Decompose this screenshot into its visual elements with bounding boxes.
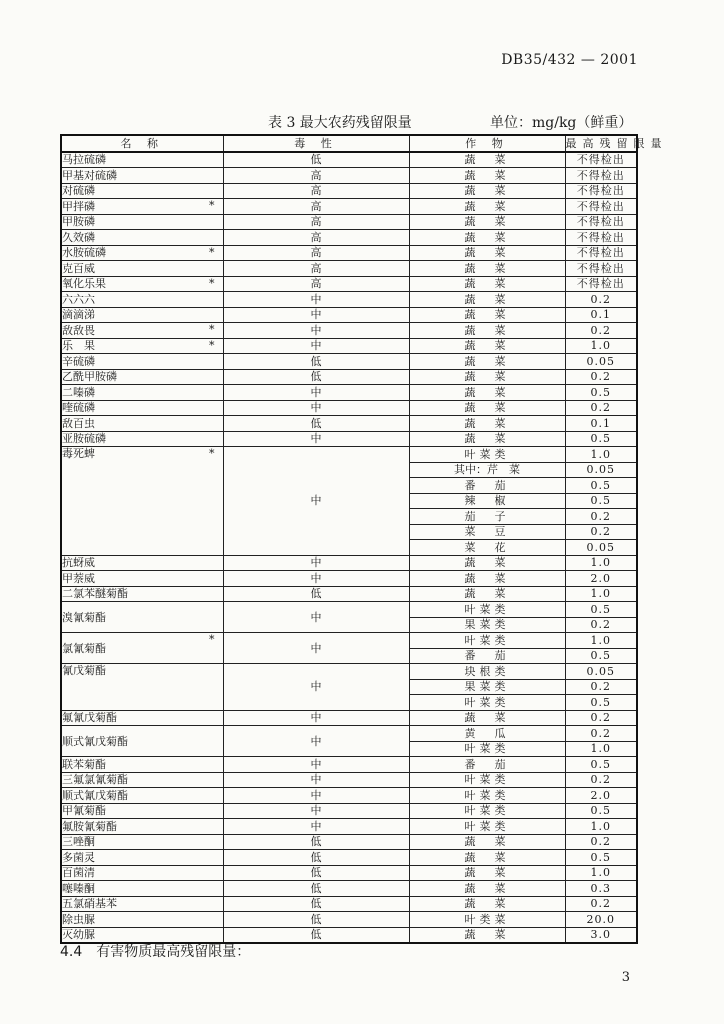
table-row <box>61 152 637 168</box>
limit-cell: 0.5 <box>565 757 637 773</box>
pesticide-name: 乐 果 <box>62 339 95 353</box>
table-row <box>61 338 637 354</box>
crop-cell: 叶菜类 <box>409 772 565 788</box>
pesticide-name-cell <box>61 896 223 912</box>
crop-cell: 蔬 菜 <box>409 214 565 230</box>
pesticide-name-cell <box>61 819 223 835</box>
pesticide-name: 三氟氯氰菊酯 <box>62 773 128 787</box>
table-unit: 单位：mg/kg（鲜重） <box>490 115 633 131</box>
limit-cell: 0.5 <box>565 695 637 711</box>
toxicity-cell: 高 <box>223 183 409 199</box>
limit-cell: 1.0 <box>565 865 637 881</box>
pesticide-name-cell <box>61 323 223 339</box>
pesticide-name-cell <box>61 664 223 711</box>
pesticide-name: 马拉硫磷 <box>62 153 106 167</box>
pesticide-name: 五氯硝基苯 <box>62 897 117 911</box>
limit-cell: 0.2 <box>565 679 637 695</box>
pesticide-name-cell <box>61 865 223 881</box>
pesticide-name-cell <box>61 369 223 385</box>
pesticide-name: 百菌清 <box>62 866 95 880</box>
table-row <box>61 168 637 184</box>
limit-cell: 0.5 <box>565 648 637 664</box>
limit-cell: 0.5 <box>565 602 637 618</box>
pesticide-name: 溴氰菊酯 <box>62 610 106 624</box>
table-row <box>61 245 637 261</box>
limit-cell: 0.05 <box>565 540 637 556</box>
toxicity-cell: 中 <box>223 571 409 587</box>
crop-cell: 叶菜类 <box>409 788 565 804</box>
crop-cell: 果菜类 <box>409 679 565 695</box>
toxicity-cell: 高 <box>223 214 409 230</box>
pesticide-name-cell <box>61 803 223 819</box>
crop-cell: 蔬 菜 <box>409 416 565 432</box>
table-row <box>61 292 637 308</box>
table-row <box>61 276 637 292</box>
toxicity-cell: 中 <box>223 292 409 308</box>
toxicity-cell: 低 <box>223 354 409 370</box>
crop-cell: 叶类菜 <box>409 912 565 928</box>
pesticide-name: 敌百虫 <box>62 416 95 430</box>
crop-cell: 蔬 菜 <box>409 710 565 726</box>
pesticide-name-cell <box>61 385 223 401</box>
pesticide-name: 甲萘威 <box>62 571 95 585</box>
crop-cell: 蔬 菜 <box>409 571 565 587</box>
crop-cell: 其中：芹 菜 <box>409 462 565 478</box>
toxicity-cell: 低 <box>223 586 409 602</box>
toxicity-cell: 高 <box>223 276 409 292</box>
limit-cell: 1.0 <box>565 555 637 571</box>
limit-cell: 0.2 <box>565 524 637 540</box>
toxicity-cell: 低 <box>223 881 409 897</box>
crop-cell: 蔬 菜 <box>409 152 565 168</box>
pesticide-name: 除虫脲 <box>62 912 95 926</box>
table-row <box>61 555 637 571</box>
toxicity-cell: 高 <box>223 168 409 184</box>
asterisk-mark: * <box>209 323 215 336</box>
toxicity-cell: 中 <box>223 757 409 773</box>
pesticide-name-cell <box>61 400 223 416</box>
crop-cell: 蔬 菜 <box>409 323 565 339</box>
crop-cell: 蔬 菜 <box>409 881 565 897</box>
crop-cell: 蔬 菜 <box>409 230 565 246</box>
toxicity-cell: 中 <box>223 710 409 726</box>
limit-cell: 0.2 <box>565 896 637 912</box>
limit-cell: 0.2 <box>565 509 637 525</box>
pesticide-name-cell <box>61 726 223 757</box>
crop-cell: 块根类 <box>409 664 565 680</box>
pesticide-name-cell <box>61 788 223 804</box>
crop-cell: 蔬 菜 <box>409 307 565 323</box>
limit-cell: 不得检出 <box>565 152 637 168</box>
table-row <box>61 819 637 835</box>
pesticide-name-cell <box>61 772 223 788</box>
table-row <box>61 323 637 339</box>
pesticide-name-cell <box>61 276 223 292</box>
pesticide-name-cell <box>61 199 223 215</box>
pesticide-name-cell <box>61 710 223 726</box>
pesticide-name: 顺式氰戊菊酯 <box>62 734 128 748</box>
pesticide-name: 毒死蜱 <box>62 447 95 460</box>
pesticide-name-cell <box>61 354 223 370</box>
asterisk-mark: * <box>209 245 215 259</box>
limit-cell: 1.0 <box>565 633 637 649</box>
toxicity-cell: 高 <box>223 261 409 277</box>
pesticide-name: 二嗪磷 <box>62 385 95 399</box>
pesticide-name-cell <box>61 416 223 432</box>
toxicity-cell: 中 <box>223 602 409 633</box>
crop-cell: 蔬 菜 <box>409 292 565 308</box>
toxicity-cell: 高 <box>223 199 409 215</box>
pesticide-name: 甲拌磷 <box>62 199 95 213</box>
pesticide-name-cell <box>61 602 223 633</box>
crop-cell: 蔬 菜 <box>409 338 565 354</box>
table-row <box>61 850 637 866</box>
table-row <box>61 586 637 602</box>
pesticide-name: 噻嗪酮 <box>62 881 95 895</box>
table-header-row <box>61 135 637 152</box>
toxicity-cell: 中 <box>223 819 409 835</box>
pesticide-name-cell <box>61 571 223 587</box>
crop-cell: 黄 瓜 <box>409 726 565 742</box>
table-row <box>61 416 637 432</box>
table-row <box>61 726 637 742</box>
header-toxicity: 毒 性 <box>223 135 409 152</box>
limit-cell: 不得检出 <box>565 214 637 230</box>
pesticide-name-cell <box>61 912 223 928</box>
toxicity-cell: 中 <box>223 307 409 323</box>
table-row <box>61 710 637 726</box>
table-row <box>61 385 637 401</box>
pesticide-name: 甲基对硫磷 <box>62 168 117 182</box>
pesticide-name: 氰戊菊酯 <box>62 664 106 677</box>
pesticide-name: 氯氰菊酯 <box>62 641 106 655</box>
crop-cell: 蔬 菜 <box>409 354 565 370</box>
limit-cell: 0.5 <box>565 431 637 447</box>
table-row <box>61 757 637 773</box>
crop-cell: 蔬 菜 <box>409 276 565 292</box>
toxicity-cell: 中 <box>223 431 409 447</box>
pesticide-name: 顺式氰戊菊酯 <box>62 788 128 802</box>
toxicity-cell: 高 <box>223 245 409 261</box>
pesticide-name-cell <box>61 230 223 246</box>
table-row <box>61 447 637 463</box>
crop-cell: 蔬 菜 <box>409 400 565 416</box>
crop-cell: 菜 花 <box>409 540 565 556</box>
asterisk-mark: * <box>209 199 215 212</box>
pesticide-residue-table <box>60 134 668 944</box>
limit-cell: 不得检出 <box>565 261 637 277</box>
table-row <box>61 912 637 928</box>
header-name: 名 称 <box>61 135 223 152</box>
table-row <box>61 865 637 881</box>
table-row <box>61 772 637 788</box>
crop-cell: 蔬 菜 <box>409 168 565 184</box>
limit-cell: 0.2 <box>565 772 637 788</box>
table-row <box>61 803 637 819</box>
toxicity-cell: 中 <box>223 726 409 757</box>
table-row <box>61 199 637 215</box>
crop-cell: 菜 豆 <box>409 524 565 540</box>
crop-cell: 番 茄 <box>409 757 565 773</box>
pesticide-name: 亚胺硫磷 <box>62 432 106 446</box>
limit-cell: 0.2 <box>565 834 637 850</box>
crop-cell: 蔬 菜 <box>409 183 565 199</box>
pesticide-name-cell <box>61 183 223 199</box>
pesticide-name-cell <box>61 834 223 850</box>
crop-cell: 蔬 菜 <box>409 369 565 385</box>
pesticide-name: 多菌灵 <box>62 850 95 864</box>
table-row <box>61 571 637 587</box>
pesticide-name: 灭幼脲 <box>62 928 95 942</box>
pesticide-name: 氧化乐果 <box>62 277 106 291</box>
header-crop: 作 物 <box>409 135 565 152</box>
limit-cell: 不得检出 <box>565 276 637 292</box>
limit-cell: 0.1 <box>565 416 637 432</box>
limit-cell: 0.5 <box>565 803 637 819</box>
limit-cell: 1.0 <box>565 447 637 463</box>
pesticide-name-cell <box>61 261 223 277</box>
standard-code: DB35/432 — 2001 <box>501 52 638 68</box>
toxicity-cell: 中 <box>223 633 409 664</box>
pesticide-name-cell <box>61 245 223 261</box>
table-row <box>61 834 637 850</box>
toxicity-cell: 中 <box>223 555 409 571</box>
limit-cell: 0.3 <box>565 881 637 897</box>
limit-cell: 20.0 <box>565 912 637 928</box>
limit-cell: 3.0 <box>565 927 637 943</box>
pesticide-name: 久效磷 <box>62 230 95 244</box>
toxicity-cell: 中 <box>223 385 409 401</box>
toxicity-cell: 低 <box>223 834 409 850</box>
toxicity-cell: 中 <box>223 788 409 804</box>
pesticide-name-cell <box>61 168 223 184</box>
pesticide-name: 六六六 <box>62 292 95 306</box>
crop-cell: 叶菜类 <box>409 602 565 618</box>
pesticide-name: 氟胺氰菊酯 <box>62 819 117 833</box>
limit-cell: 0.2 <box>565 710 637 726</box>
pesticide-name-cell <box>61 850 223 866</box>
crop-cell: 辣 椒 <box>409 493 565 509</box>
page-number: 3 <box>621 970 630 985</box>
limit-cell: 0.2 <box>565 323 637 339</box>
crop-cell: 蔬 菜 <box>409 927 565 943</box>
table-row <box>61 602 637 618</box>
crop-cell: 蔬 菜 <box>409 850 565 866</box>
limit-cell: 0.2 <box>565 400 637 416</box>
pesticide-name-cell <box>61 431 223 447</box>
toxicity-cell: 中 <box>223 803 409 819</box>
limit-cell: 0.5 <box>565 478 637 494</box>
pesticide-name-cell <box>61 586 223 602</box>
pesticide-name: 联苯菊酯 <box>62 757 106 771</box>
crop-cell: 蔬 菜 <box>409 245 565 261</box>
crop-cell: 蔬 菜 <box>409 834 565 850</box>
toxicity-cell: 低 <box>223 865 409 881</box>
toxicity-cell: 中 <box>223 772 409 788</box>
limit-cell: 不得检出 <box>565 183 637 199</box>
pesticide-name-cell <box>61 307 223 323</box>
table-row <box>61 261 637 277</box>
crop-cell: 果菜类 <box>409 617 565 633</box>
pesticide-name: 二氯苯醚菊酯 <box>62 587 128 601</box>
table-row <box>61 369 637 385</box>
crop-cell: 叶菜类 <box>409 633 565 649</box>
limit-cell: 不得检出 <box>565 168 637 184</box>
limit-cell: 0.5 <box>565 850 637 866</box>
toxicity-cell: 低 <box>223 369 409 385</box>
limit-cell: 不得检出 <box>565 245 637 261</box>
crop-cell: 蔬 菜 <box>409 199 565 215</box>
limit-cell: 0.2 <box>565 726 637 742</box>
limit-cell: 0.05 <box>565 462 637 478</box>
pesticide-name: 敌敌畏 <box>62 323 95 337</box>
table-row <box>61 664 637 680</box>
limit-cell: 不得检出 <box>565 199 637 215</box>
table-row <box>61 354 637 370</box>
pesticide-name: 喹硫磷 <box>62 401 95 415</box>
pesticide-name-cell <box>61 555 223 571</box>
crop-cell: 蔬 菜 <box>409 896 565 912</box>
asterisk-mark: * <box>209 447 215 460</box>
limit-cell: 0.5 <box>565 385 637 401</box>
pesticide-name: 水胺硫磷 <box>62 246 106 260</box>
table-row <box>61 307 637 323</box>
pesticide-name-cell <box>61 447 223 556</box>
toxicity-cell: 低 <box>223 850 409 866</box>
crop-cell: 叶菜类 <box>409 695 565 711</box>
table-row <box>61 183 637 199</box>
table-row <box>61 400 637 416</box>
pesticide-name: 克百威 <box>62 261 95 275</box>
asterisk-mark: * <box>209 633 215 646</box>
asterisk-mark: * <box>209 338 215 352</box>
limit-cell: 0.2 <box>565 617 637 633</box>
pesticide-name: 辛硫磷 <box>62 354 95 368</box>
crop-cell: 叶菜类 <box>409 741 565 757</box>
toxicity-cell: 中 <box>223 338 409 354</box>
pesticide-name-cell <box>61 757 223 773</box>
table-row <box>61 431 637 447</box>
limit-cell: 0.05 <box>565 664 637 680</box>
crop-cell: 番 茄 <box>409 648 565 664</box>
pesticide-name: 抗蚜威 <box>62 556 95 570</box>
table-row <box>61 230 637 246</box>
pesticide-name-cell <box>61 633 223 664</box>
limit-cell: 0.5 <box>565 493 637 509</box>
pesticide-name: 滴滴涕 <box>62 308 95 322</box>
toxicity-cell: 中 <box>223 664 409 711</box>
crop-cell: 叶菜类 <box>409 819 565 835</box>
table-row <box>61 881 637 897</box>
pesticide-name: 甲氰菊酯 <box>62 804 106 818</box>
header-limit: 最高残留限量 <box>565 136 668 150</box>
toxicity-cell: 低 <box>223 416 409 432</box>
toxicity-cell: 低 <box>223 152 409 168</box>
pesticide-name: 乙酰甲胺磷 <box>62 370 117 384</box>
table-row <box>61 896 637 912</box>
crop-cell: 番 茄 <box>409 478 565 494</box>
limit-cell: 1.0 <box>565 338 637 354</box>
table-row <box>61 633 637 649</box>
toxicity-cell: 中 <box>223 447 409 556</box>
limit-cell: 1.0 <box>565 741 637 757</box>
limit-cell: 2.0 <box>565 788 637 804</box>
crop-cell: 蔬 菜 <box>409 865 565 881</box>
pesticide-name-cell <box>61 292 223 308</box>
limit-cell: 0.2 <box>565 292 637 308</box>
crop-cell: 叶菜类 <box>409 447 565 463</box>
table-row <box>61 214 637 230</box>
toxicity-cell: 低 <box>223 896 409 912</box>
limit-cell: 0.05 <box>565 354 637 370</box>
crop-cell: 叶菜类 <box>409 803 565 819</box>
crop-cell: 茄 子 <box>409 509 565 525</box>
pesticide-name: 对硫磷 <box>62 184 95 198</box>
pesticide-name: 三唑酮 <box>62 835 95 849</box>
limit-cell: 0.1 <box>565 307 637 323</box>
table-body <box>61 152 637 944</box>
crop-cell: 蔬 菜 <box>409 586 565 602</box>
crop-cell: 蔬 菜 <box>409 261 565 277</box>
toxicity-cell: 低 <box>223 912 409 928</box>
crop-cell: 蔬 菜 <box>409 555 565 571</box>
limit-cell: 1.0 <box>565 819 637 835</box>
asterisk-mark: * <box>209 276 215 290</box>
pesticide-name: 甲胺磷 <box>62 215 95 229</box>
section-heading: 4.4 有害物质最高残留限量： <box>60 944 251 960</box>
pesticide-name: 氟氰戊菊酯 <box>62 711 117 725</box>
limit-cell: 不得检出 <box>565 230 637 246</box>
pesticide-name-cell <box>61 152 223 168</box>
limit-cell: 0.2 <box>565 369 637 385</box>
crop-cell: 蔬 菜 <box>409 385 565 401</box>
limit-cell: 1.0 <box>565 586 637 602</box>
toxicity-cell: 低 <box>223 927 409 943</box>
table-row <box>61 788 637 804</box>
toxicity-cell: 中 <box>223 323 409 339</box>
pesticide-name-cell <box>61 881 223 897</box>
toxicity-cell: 中 <box>223 400 409 416</box>
crop-cell: 蔬 菜 <box>409 431 565 447</box>
table-title: 表 3 最大农药残留限量 <box>268 115 412 131</box>
limit-cell: 2.0 <box>565 571 637 587</box>
pesticide-name-cell <box>61 338 223 354</box>
pesticide-name-cell <box>61 214 223 230</box>
toxicity-cell: 高 <box>223 230 409 246</box>
